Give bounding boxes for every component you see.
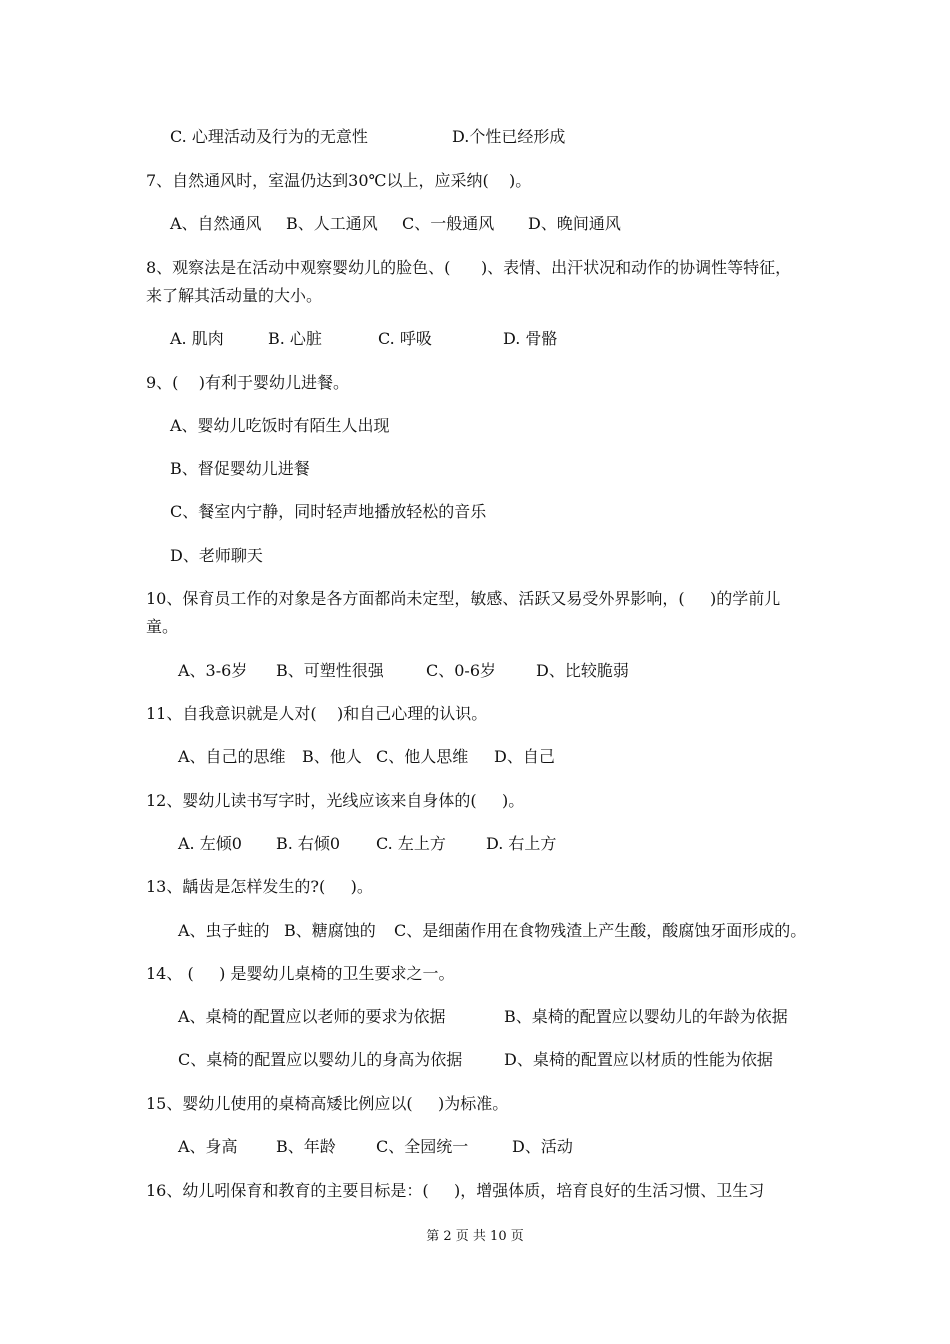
q8-text-line2: 来了解其活动量的大小。 [146, 286, 323, 305]
q13-option-c: C、是细菌作用在食物残渣上产生酸，酸腐蚀牙面形成的。 [394, 921, 807, 940]
q7-text: 7、自然通风时，室温仍达到30℃以上，应采纳( )。 [146, 171, 532, 190]
q10-option-a: A、3-6岁 [178, 661, 248, 680]
q10-option-b: B、可塑性很强 [276, 661, 384, 680]
q11-option-c: C、他人思维 [376, 747, 469, 766]
q6-option-d: D.个性已经形成 [452, 127, 566, 146]
q12-option-c: C. 左上方 [376, 834, 446, 853]
q9-option-b: B、督促婴幼儿进餐 [170, 459, 310, 478]
q14-text: 14、 ( ) 是婴幼儿桌椅的卫生要求之一。 [146, 964, 455, 983]
q8-option-c: C. 呼吸 [378, 329, 432, 348]
q14-option-b: B、桌椅的配置应以婴幼儿的年龄为依据 [504, 1007, 788, 1026]
q8-option-d: D. 骨骼 [503, 329, 558, 348]
q15-option-a: A、身高 [178, 1137, 238, 1156]
q15-text: 15、婴幼儿使用的桌椅高矮比例应以( )为标准。 [146, 1094, 509, 1113]
q10-option-d: D、比较脆弱 [536, 661, 629, 680]
q8-option-a: A. 肌肉 [170, 329, 224, 348]
q13-text: 13、龋齿是怎样发生的?( )。 [146, 877, 373, 896]
q7-option-b: B、人工通风 [286, 214, 378, 233]
q7-option-c: C、一般通风 [402, 214, 495, 233]
q9-option-c: C、餐室内宁静，同时轻声地播放轻松的音乐 [170, 502, 487, 521]
q12-option-a: A. 左倾0 [178, 834, 242, 853]
q7-options [170, 213, 870, 345]
q10-text-line2: 童。 [146, 617, 179, 636]
q9-option-a: A、婴幼儿吃饭时有陌生人出现 [170, 416, 390, 435]
q14-option-c: C、桌椅的配置应以婴幼儿的身高为依据 [178, 1050, 463, 1069]
q6-option-c: C. 心理活动及行为的无意性 [170, 127, 368, 146]
q15-option-d: D、活动 [512, 1137, 573, 1156]
q14-option-d: D、桌椅的配置应以材质的性能为依据 [504, 1050, 773, 1069]
q16-text: 16、幼儿吲保育和教育的主要目标是：( )，增强体质，培育良好的生活习惯、卫生习 [146, 1181, 765, 1200]
q7-option-d: D、晚间通风 [528, 214, 621, 233]
q13-option-a: A、虫子蛀的 [178, 921, 270, 940]
q7-option-a: A、自然通风 [170, 214, 262, 233]
page-footer: 第 2 页 共 10 页 [426, 1229, 524, 1244]
q13-option-b: B、糖腐蚀的 [284, 921, 376, 940]
q15-options [178, 1136, 878, 1268]
q11-option-a: A、自己的思维 [178, 747, 286, 766]
q14-option-a: A、桌椅的配置应以老师的要求为依据 [178, 1007, 446, 1026]
q8-options [170, 328, 870, 460]
q9-text: 9、( )有利于婴幼儿进餐。 [146, 373, 350, 392]
q11-option-d: D、自己 [494, 747, 555, 766]
q9-option-d: D、老师聊天 [170, 546, 263, 565]
q11-option-b: B、他人 [302, 747, 362, 766]
q15-option-b: B、年龄 [276, 1137, 336, 1156]
q12-option-d: D. 右上方 [486, 834, 557, 853]
q12-option-b: B. 右倾0 [276, 834, 341, 853]
q12-text: 12、婴幼儿读书写字时，光线应该来自身体的( )。 [146, 791, 525, 810]
q10-text-line1: 10、保育员工作的对象是各方面都尚未定型，敏感、活跃又易受外界影响，( )的学前儿 [146, 589, 781, 608]
q10-option-c: C、0-6岁 [426, 661, 497, 680]
q8-text-line1: 8、观察法是在活动中观察婴幼儿的脸色、( )、表情、出汗状况和动作的协调性等特征， [146, 258, 792, 277]
q11-text: 11、自我意识就是人对( )和自己心理的认识。 [146, 704, 488, 723]
q8-option-b: B. 心脏 [268, 329, 322, 348]
q15-option-c: C、全园统一 [376, 1137, 469, 1156]
